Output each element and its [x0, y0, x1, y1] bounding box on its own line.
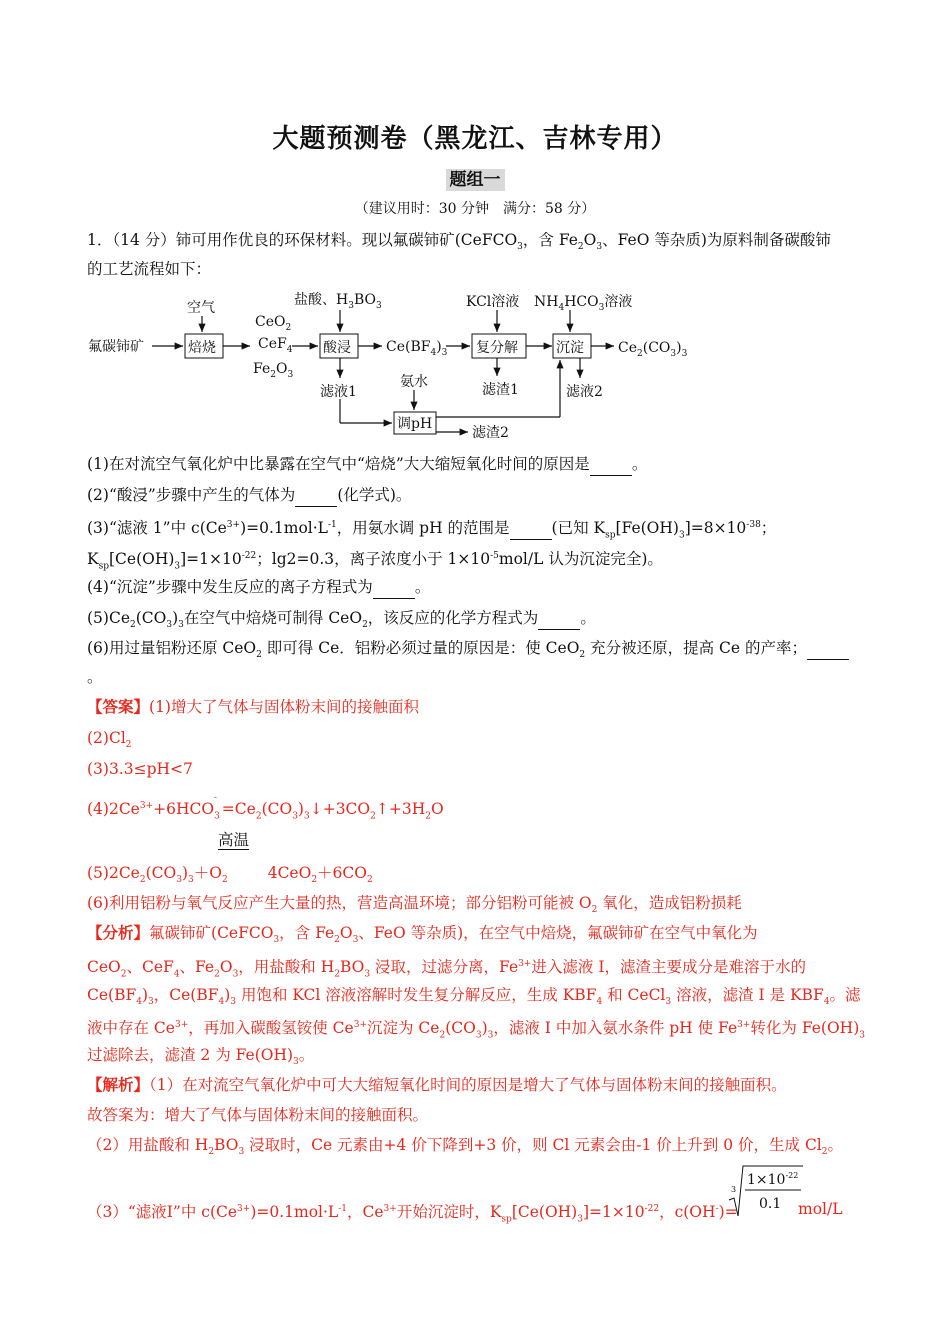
svg-text:CeF4: CeF$_4$ — [258, 336, 293, 355]
group-label: 题组一 — [0, 165, 950, 190]
svg-text:NH4HCO3溶液: $NH_4HCO_3$溶液 — [534, 294, 633, 313]
high-temp-condition: 高温 — [218, 831, 250, 849]
sub-question-1: (1)在对流空气氧化炉中比暴露在空气中“焙烧”大大缩短氧化时间的原因是 。 — [87, 453, 647, 476]
analysis-line-4: 液中存在 $Ce^{3+}$，再加入碳酸氢铵使 $Ce^{3+}$沉淀为 $Ce_2(CO_3)_3$，滤液 I 中加入氨水条件 pH 使 $Fe^{3+}$转化为 $Fe(OH)_3$ — [87, 1019, 865, 1041]
process-flow-diagram — [0, 286, 950, 446]
answer-4: $(4)2Ce^{3+}+6HCO_3^-$ $=Ce_2(CO_3)_3↓+3CO_2↑+3H_2O$ — [87, 793, 444, 822]
analysis-line-2: CeO$_2$、CeF$_4$、$Fe_2O_3$，用盐酸和 $H_2BO_3$ 浸取，过滤分离，$Fe^{3+}$进入滤液 I，滤渣主要成分是难溶于水的 — [87, 958, 806, 980]
answer-6: (6)利用铝粉与氧气反应产生大量的热，营造高温环境；部分铝粉可能被 $O_2$ 氧化，造成铝粉损耗 — [87, 894, 742, 916]
precip-label: 沉淀 — [556, 340, 584, 356]
svg-text:盐酸、H3BO3: 盐酸、$H_3BO_3$ — [294, 292, 382, 311]
solution-line-3: （2）用盐酸和 $H_2BO_3$ 浸取时，Ce 元素由+4 价下降到+3 价，则 Cl 元素会由-1 价上升到 0 价，生成 $Cl_2$。 — [87, 1136, 844, 1158]
leach-label: 酸浸 — [323, 340, 351, 356]
unit-label: mol/L — [798, 1200, 843, 1218]
sub-question-4: (4)“沉淀”步骤中发生反应的离子方程式为 。 — [87, 576, 430, 599]
svg-text:1×10-22: $1\times 10^{-22}$ — [747, 1171, 799, 1188]
sub-question-6-end: 。 — [87, 668, 103, 686]
svg-text:Fe2O3: $Fe_2O_3$ — [253, 361, 294, 380]
kcl-label: KCl溶液 — [466, 294, 520, 310]
sub-question-3: (3)“滤液 1”中 $c(Ce^{3+})=0.1mol\cdot L^{-1}$，用氨水调 pH 的范围是 (已知 $K_{sp}[Fe(OH)_3]=8\times 10^{-38}$； — [87, 519, 777, 541]
analysis-line-5: 过滤除去，滤渣 2 为 $Fe(OH)_3$。 — [87, 1046, 315, 1068]
answer-1: 【答案】(1)增大了气体与固体粉末间的接触面积 — [87, 697, 419, 716]
svg-text:CeO2: CeO$_2$ — [255, 314, 292, 333]
sub-question-3-cont: $K_{sp}[Ce(OH)_3]=1\times 10^{-22}$；lg2=0.3，离子浓度小于 $1\times 10^{-5}mol/L$ 认为沉淀完全)。 — [87, 550, 663, 572]
mineral-label: 氟碳铈矿 — [88, 339, 144, 355]
filtrate1-label: 滤液1 — [320, 384, 357, 400]
metathesis-label: 复分解 — [476, 340, 518, 356]
sub-question-2: (2)“酸浸”步骤中产生的气体为 (化学式)。 — [87, 484, 411, 507]
timing-note: （建议用时：30 分钟 满分：58 分） — [354, 201, 596, 217]
analysis-line-3: $Ce(BF_4)_3$，$Ce(BF_4)_3$ 用饱和 KCl 溶液溶解时发生复分解反应，生成 $KBF_4$ 和 CeCl$_3$ 溶液，滤渣 I 是 $KBF_4$。滤 — [87, 986, 861, 1008]
svg-text:Ce(BF4)3: $Ce(BF_4)_3$ — [386, 339, 448, 358]
residue1-label: 滤渣1 — [482, 382, 519, 398]
answer-5: $(5)2Ce_2(CO_3)_3+O_2$ $4CeO_2+6CO_2$ — [87, 864, 373, 886]
svg-text:0.1: 0.1 — [759, 1196, 782, 1212]
air-label: 空气 — [187, 300, 215, 316]
adjust-ph-label: 调pH — [397, 416, 433, 432]
solution-line-1: 【解析】（1）在对流空气氧化炉中可大大缩短氧化时间的原因是增大了气体与固体粉末间的接触面积。 — [87, 1075, 787, 1094]
solution-line-4: （3）“滤液Ⅰ”中 $c(Ce^{3+})=0.1mol\cdot L^{-1}$，$Ce^{3+}$开始沉淀时，$K_{sp}[Ce(OH)_3]=1\times 10^{-22}$，c(OH-)= — [87, 1203, 738, 1225]
svg-text:3: 3 — [731, 1185, 737, 1194]
solution-line-2: 故答案为：增大了气体与固体粉末间的接触面积。 — [87, 1106, 429, 1124]
sub-question-5: $(5)Ce_2(CO_3)_3$在空气中焙烧可制得 CeO$_2$，该反应的化学方程式为 。 — [87, 609, 596, 631]
sub-question-6: (6)用过量铝粉还原 CeO$_2$ 即可得 Ce．铝粉必须过量的原因是：使 CeO$_2$ 充分被还原，提高 Ce 的产率； — [87, 637, 849, 666]
page-title: 大题预测卷（黑龙江、吉林专用） — [272, 124, 678, 154]
ammonia-label: 氨水 — [400, 374, 428, 390]
question-intro: 1．（14 分）铈可用作优良的环保材料。现以氟碳铈矿(CeFCO$_3$，含 $Fe_2O_3$、FeO 等杂质)为原料制备碳酸铈 — [87, 231, 831, 253]
roast-label: 焙烧 — [188, 340, 216, 356]
answer-3: (3)3.3≤pH<7 — [87, 760, 193, 778]
cube-root-formula — [725, 1164, 805, 1224]
answer-2: $(2)Cl_2$ — [87, 729, 132, 751]
svg-text:Ce2(CO3)3: $Ce_2(CO_3)_3$ — [618, 340, 688, 359]
question-intro-line2: 的工艺流程如下： — [87, 260, 212, 278]
filtrate2-label: 滤液2 — [566, 384, 603, 400]
residue2-label: 滤渣2 — [472, 425, 509, 441]
analysis-line-1: 【分析】氟碳铈矿(CeFCO$_3$，含 $Fe_2O_3$、FeO 等杂质)，在空气中焙烧，氟碳铈矿在空气中氧化为 — [87, 923, 758, 946]
